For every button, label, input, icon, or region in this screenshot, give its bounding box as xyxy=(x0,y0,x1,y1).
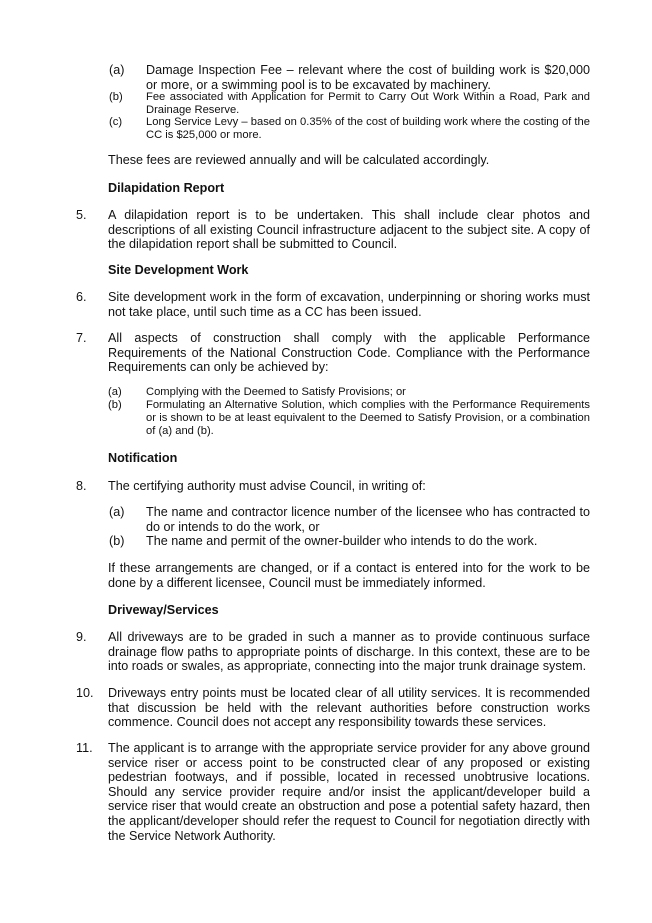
condition-10-number: 10. xyxy=(76,686,94,700)
condition-11-number: 11. xyxy=(76,741,93,755)
condition-5-text: A dilapidation report is to be undertaken. This shall include clear photos and descriptions of all existing Council infrastructure adjacent to the subject site. A copy of the dilapidation report shall be submitted to Council. xyxy=(108,208,590,252)
condition-8b-text: The name and permit of the owner-builder who intends to do the work. xyxy=(146,534,538,548)
condition-6-text: Site development work in the form of excavation, underpinning or shoring works must not take place, until such time as a CC has been issued. xyxy=(108,290,590,319)
condition-9-number: 9. xyxy=(76,630,87,644)
condition-8-text: The certifying authority must advise Council, in writing of: xyxy=(108,479,426,493)
condition-7a-label: (a) xyxy=(108,386,122,398)
condition-7a-text: Complying with the Deemed to Satisfy Provisions; or xyxy=(146,386,406,398)
condition-7-number: 7. xyxy=(76,331,87,345)
condition-8a-label: (a) xyxy=(109,505,125,519)
fee-b-label: (b) xyxy=(109,91,123,103)
fee-c-label: (c) xyxy=(109,116,123,128)
fee-b-text: Fee associated with Application for Permit to Carry Out Work Within a Road, Park and Drainage Reserve. xyxy=(146,91,590,116)
notification-note: If these arrangements are changed, or if a contact is entered into for the work to be done by a different licensee, Council must be immediately informed. xyxy=(108,561,590,590)
condition-9-text: All driveways are to be graded in such a manner as to provide continuous surface drainage flow paths to appropriate points of discharge. In this context, these are to be into roads or swales, as appropriate, connecting into the major trunk drainage system. xyxy=(108,630,590,674)
dilapidation-heading: Dilapidation Report xyxy=(108,181,225,195)
condition-8-number: 8. xyxy=(76,479,87,493)
fee-a-text: Damage Inspection Fee – relevant where the cost of building work is $20,000 or more, or a swimming pool is to be excavated by machinery. xyxy=(146,63,590,92)
condition-11-text: The applicant is to arrange with the appropriate service provider for any above ground service riser or access point to be constructed clear of any proposed or existing pedestrian footways, and if possible, located in recessed unobtrusive locations. Should any service provider require and/or insist the applicant/developer build a service riser that would create an obstruction and pose a potential safety hazard, then the applicant/developer should refer the request to Council for negotiation directly with the Service Network Authority. xyxy=(108,741,590,843)
condition-7b-text: Formulating an Alternative Solution, which complies with the Performance Requirements or is shown to be at least equivalent to the Deemed to Satisfy Provision, or a combination of (a) and (b). xyxy=(146,399,590,437)
notification-heading: Notification xyxy=(108,451,178,465)
condition-8a-text: The name and contractor licence number of the licensee who has contracted to do or intends to do the work, or xyxy=(146,505,590,534)
fee-c-text: Long Service Levy – based on 0.35% of the cost of building work where the costing of the CC is $25,000 or more. xyxy=(146,116,590,141)
condition-6-number: 6. xyxy=(76,290,87,304)
condition-10-text: Driveways entry points must be located clear of all utility services. It is recommended that discussion be held with the relevant authorities before construction works commence. Council does not accept any responsibility towards these services. xyxy=(108,686,590,730)
condition-8b-label: (b) xyxy=(109,534,125,548)
fees-note: These fees are reviewed annually and will be calculated accordingly. xyxy=(108,153,490,167)
driveway-services-heading: Driveway/Services xyxy=(108,603,219,617)
condition-7b-label: (b) xyxy=(108,399,122,411)
condition-5-number: 5. xyxy=(76,208,87,222)
condition-7-text: All aspects of construction shall comply with the applicable Performance Requirements of the National Construction Code. Compliance with the Performance Requirements can only be achieved by: xyxy=(108,331,590,375)
site-development-heading: Site Development Work xyxy=(108,263,249,277)
fee-a-label: (a) xyxy=(109,63,125,77)
